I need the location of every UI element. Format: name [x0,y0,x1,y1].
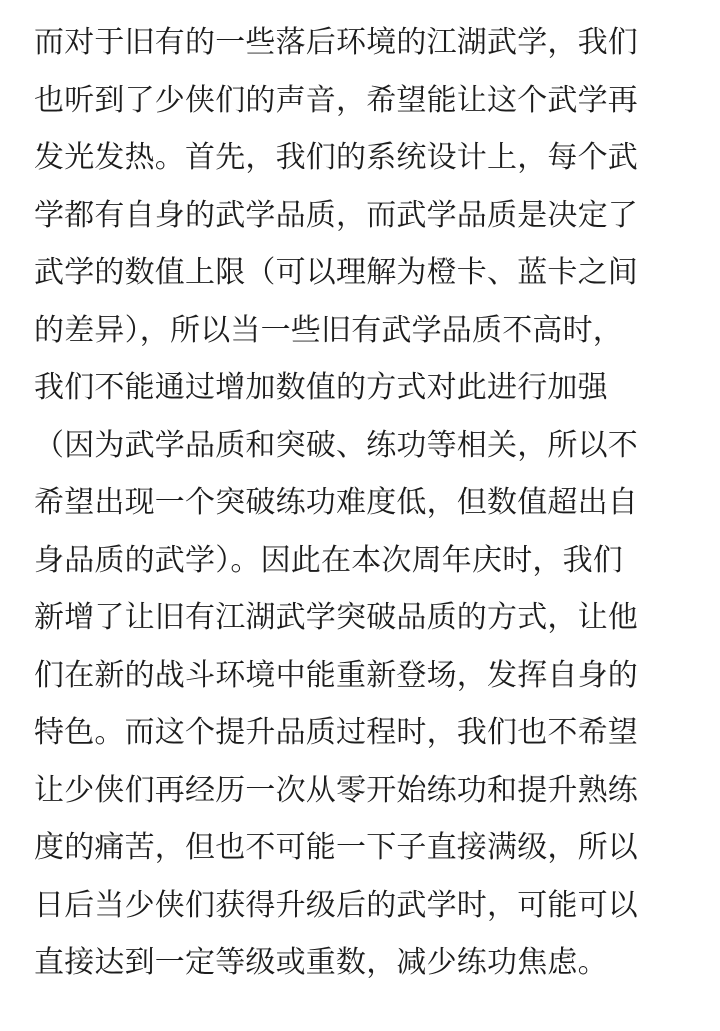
text-line: 度的痛苦，但也不可能一下子直接满级，所以 [34,830,638,865]
text-line: 武学的数值上限（可以理解为橙卡、蓝卡之间 [34,255,638,290]
text-line: 而对于旧有的一些落后环境的江湖武学，我们 [34,25,638,60]
text-line: 发光发热。首先，我们的系统设计上，每个武 [34,140,638,175]
text-line: 希望出现一个突破练功难度低，但数值超出自 [34,485,638,520]
text-line: 我们不能通过增加数值的方式对此进行加强 [34,370,608,405]
text-line: 学都有自身的武学品质，而武学品质是决定了 [34,197,638,233]
text-line: 身品质的武学）。因此在本次周年庆时，我们 [34,542,623,578]
text-line: 让少侠们再经历一次从零开始练功和提升熟练 [34,772,638,808]
article-paragraph [34,14,694,992]
text-line: 的差异），所以当一些旧有武学品质不高时， [34,312,623,348]
text-line: 直接达到一定等级或重数，减少练功焦虑。 [34,945,608,980]
text-line: 特色。而这个提升品质过程时，我们也不希望 [34,715,638,750]
text-line: （因为武学品质和突破、练功等相关，所以不 [34,427,638,463]
text-line: 也听到了少侠们的声音，希望能让这个武学再 [34,82,638,118]
text-line: 日后当少侠们获得升级后的武学时，可能可以 [34,887,638,923]
text-line: 们在新的战斗环境中能重新登场，发挥自身的 [34,657,638,693]
text-line: 新增了让旧有江湖武学突破品质的方式，让他 [34,600,638,635]
